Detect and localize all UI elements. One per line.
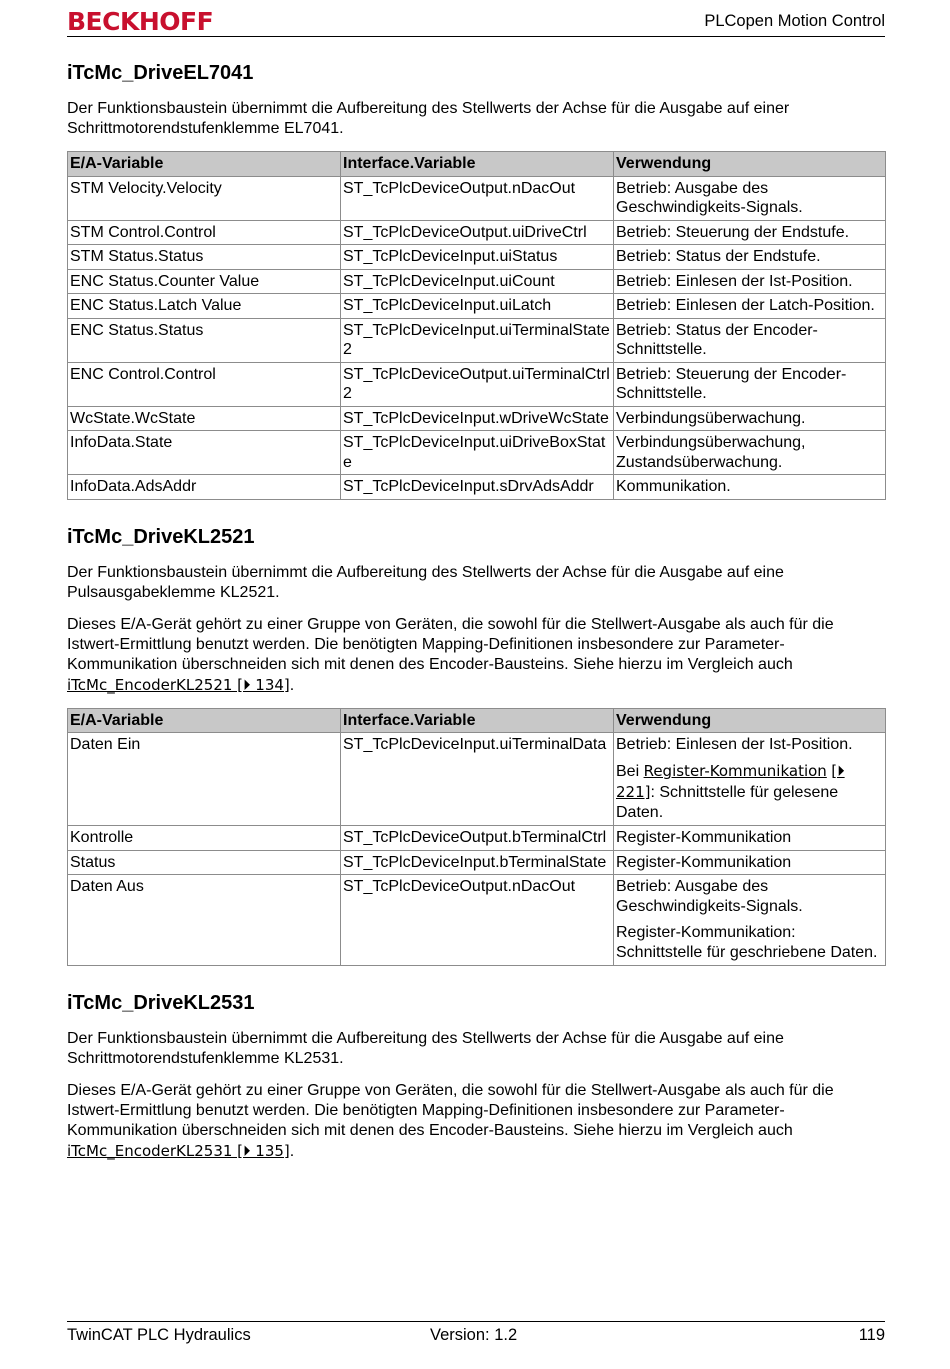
encoder-kl2531-link[interactable]: iTcMc_EncoderKL2531 [⏵ 135] (67, 1142, 290, 1160)
cell-text: Kommunikation. (616, 478, 731, 495)
table-cell (614, 362, 886, 406)
table-row (68, 475, 886, 500)
table-cell (614, 176, 886, 220)
table-cell (614, 406, 886, 431)
table-row (68, 176, 886, 220)
section-heading-kl2521: iTcMc_DriveKL2521 (67, 525, 255, 548)
table-row (68, 220, 886, 245)
column-header: Verwendung (614, 708, 886, 733)
table-cell: ST_TcPlcDeviceInput.uiTerminalState2 (341, 318, 614, 362)
table-row (68, 294, 886, 319)
table-cell: ENC Control.Control (68, 362, 341, 406)
table-cell (614, 431, 886, 475)
table-header-row (68, 708, 886, 733)
cell-text: Verbindungsüberwachung. (616, 409, 806, 427)
column-header: Verwendung (614, 152, 886, 177)
table-cell (614, 850, 886, 875)
io-table-el7041 (67, 151, 886, 500)
table-cell (614, 220, 886, 245)
cell-text: Betrieb: Ausgabe des Geschwindigkeits-Signals. (616, 878, 803, 915)
table-cell: ST_TcPlcDeviceOutput.uiDriveCtrl (341, 220, 614, 245)
table-cell: ST_TcPlcDeviceOutput.uiTerminalCtrl2 (341, 362, 614, 406)
table-cell: ST_TcPlcDeviceOutput.nDacOut (341, 176, 614, 220)
cell-text: Betrieb: Einlesen der Latch-Position. (616, 297, 875, 314)
table-cell: WcState.WcState (68, 406, 341, 431)
header-title: PLCopen Motion Control (704, 12, 885, 30)
table-row (68, 406, 886, 431)
cell-text: Register-Kommunikation: Schnittstelle für geschriebene Daten. (616, 924, 878, 961)
section-paragraph: Der Funktionsbaustein übernimmt die Aufbereitung des Stellwerts der Achse für die Ausgabe auf einer Schrittmotorendstufenklemme EL7041. (67, 100, 790, 137)
paragraph-text: Dieses E/A-Gerät gehört zu einer Gruppe von Geräten, die sowohl für die Stellwert-Ausgabe als auch für die Istwert-Ermittlung benutzt werden. Die benötigten Mapping-Definitionen insbesondere zur Parameter-Kommunikation überschneiden sich mit denen des Encoder-Bausteins. Siehe hierzu im Vergleich auch (67, 615, 834, 673)
paragraph-text: Dieses E/A-Gerät gehört zu einer Gruppe von Geräten, die sowohl für die Stellwert-Ausgabe als auch für die Istwert-Ermittlung benutzt werden. Die benötigten Mapping-Definitionen insbesondere zur Parameter-Kommunikation überschneiden sich mit denen des Encoder-Bausteins. Siehe hierzu im Vergleich auch (67, 1082, 834, 1139)
cell-text: Betrieb: Ausgabe des Geschwindigkeits-Signals. (616, 179, 803, 216)
table-cell: ST_TcPlcDeviceInput.bTerminalState (341, 850, 614, 875)
section-heading-el7041: iTcMc_DriveEL7041 (67, 62, 254, 84)
table-cell: InfoData.State (68, 431, 341, 475)
table-row (68, 318, 886, 362)
cell-text: Betrieb: Status der Encoder-Schnittstelle. (616, 321, 818, 358)
column-header: E/A-Variable (68, 708, 341, 733)
table-header-row (68, 152, 886, 177)
table-cell: Kontrolle (68, 826, 341, 851)
table-cell: ENC Status.Status (68, 318, 341, 362)
table-row (68, 431, 886, 475)
table-cell: STM Status.Status (68, 245, 341, 270)
cell-text: Betrieb: Steuerung der Encoder-Schnittstelle. (616, 365, 847, 402)
table-cell: ST_TcPlcDeviceInput.sDrvAdsAddr (341, 475, 614, 500)
io-table-kl2521 (67, 708, 886, 967)
register-communication-link[interactable]: Register-Kommunikation (643, 762, 827, 780)
section-heading-kl2531: iTcMc_DriveKL2531 (67, 992, 255, 1014)
table-cell: Status (68, 850, 341, 875)
table-cell: ST_TcPlcDeviceInput.uiStatus (341, 245, 614, 270)
section-paragraph: Dieses E/A-Gerät gehört zu einer Gruppe von Geräten, die sowohl für die Stellwert-Ausgabe als auch für die Istwert-Ermittlung benutzt werden. Die benötigten Mapping-Definitionen insbesondere zur Parameter-Kommunikation überschneiden sich mit denen des Encoder-Bausteins. Siehe hierzu im Vergleich auch iTcMc_EncoderKL2521 [⏵ 134]. (67, 615, 834, 694)
footer-version: Version: 1.2 (430, 1326, 518, 1344)
table-cell (614, 826, 886, 851)
table-cell: STM Control.Control (68, 220, 341, 245)
column-header: E/A-Variable (68, 152, 341, 177)
table-cell: ST_TcPlcDeviceInput.uiTerminalData (341, 733, 614, 826)
table-cell: ENC Status.Latch Value (68, 294, 341, 319)
cell-text: Register-Kommunikation (616, 853, 792, 871)
table-cell (614, 269, 886, 294)
table-cell (614, 733, 886, 826)
table-cell: ST_TcPlcDeviceInput.uiCount (341, 269, 614, 294)
cell-text-prefix: Bei (616, 763, 644, 780)
table-cell (614, 245, 886, 270)
footer-document-title: TwinCAT PLC Hydraulics (67, 1326, 251, 1344)
cell-text: Betrieb: Einlesen der Ist-Position. (616, 736, 853, 753)
cell-text-suffix: : Schnittstelle für gelesene Daten. (616, 784, 839, 821)
table-row (68, 850, 886, 875)
table-row (68, 245, 886, 270)
beckhoff-logo: BECKHOFF (67, 7, 214, 36)
cell-text: Betrieb: Einlesen der Ist-Position. (616, 272, 853, 290)
table-row (68, 269, 886, 294)
table-cell (614, 475, 886, 500)
table-cell: ST_TcPlcDeviceInput.uiDriveBoxState (341, 431, 614, 475)
table-cell: ST_TcPlcDeviceOutput.bTerminalCtrl (341, 826, 614, 851)
page-ref-link[interactable]: [⏵ 221] (616, 762, 845, 801)
section-paragraph: Der Funktionsbaustein übernimmt die Aufbereitung des Stellwerts der Achse für die Ausgabe auf eine Schrittmotorendstufenklemme KL2531. (67, 1030, 784, 1067)
section-paragraph: Der Funktionsbaustein übernimmt die Aufbereitung des Stellwerts der Achse für die Ausgabe auf eine Pulsausgabeklemme KL2521. (67, 563, 784, 601)
column-header: Interface.Variable (341, 152, 614, 177)
table-cell: ST_TcPlcDeviceInput.wDriveWcState (341, 406, 614, 431)
table-cell (614, 294, 886, 319)
table-cell: STM Velocity.Velocity (68, 176, 341, 220)
table-row (68, 362, 886, 406)
table-cell: Daten Ein (68, 733, 341, 826)
table-cell: ST_TcPlcDeviceInput.uiLatch (341, 294, 614, 319)
page-content (67, 62, 885, 1174)
section-paragraph: Dieses E/A-Gerät gehört zu einer Gruppe von Geräten, die sowohl für die Stellwert-Ausgabe als auch für die Istwert-Ermittlung benutzt werden. Die benötigten Mapping-Definitionen insbesondere zur Parameter-Kommunikation überschneiden sich mit denen des Encoder-Bausteins. Siehe hierzu im Vergleich auch iTcMc_EncoderKL2531 [⏵ 135]. (67, 1082, 834, 1160)
table-row (68, 826, 886, 851)
footer-divider (67, 1321, 885, 1322)
table-row (68, 733, 886, 826)
footer-page-number: 119 (858, 1326, 885, 1344)
table-cell: InfoData.AdsAddr (68, 475, 341, 500)
table-cell: ENC Status.Counter Value (68, 269, 341, 294)
cell-text: Betrieb: Steuerung der Endstufe. (616, 223, 850, 241)
table-cell: Daten Aus (68, 875, 341, 966)
table-cell: ST_TcPlcDeviceOutput.nDacOut (341, 875, 614, 966)
cell-text: Register-Kommunikation (616, 829, 792, 846)
column-header: Interface.Variable (341, 708, 614, 733)
cell-text: Betrieb: Status der Endstufe. (616, 248, 821, 265)
table-cell (614, 875, 886, 966)
cell-text: Verbindungsüberwachung, Zustandsüberwachung. (616, 434, 806, 471)
header-divider (67, 36, 885, 37)
cell-text (616, 761, 883, 823)
table-row (68, 875, 886, 966)
table-cell (614, 318, 886, 362)
encoder-kl2521-link[interactable]: iTcMc_EncoderKL2521 [⏵ 134] (67, 675, 290, 694)
